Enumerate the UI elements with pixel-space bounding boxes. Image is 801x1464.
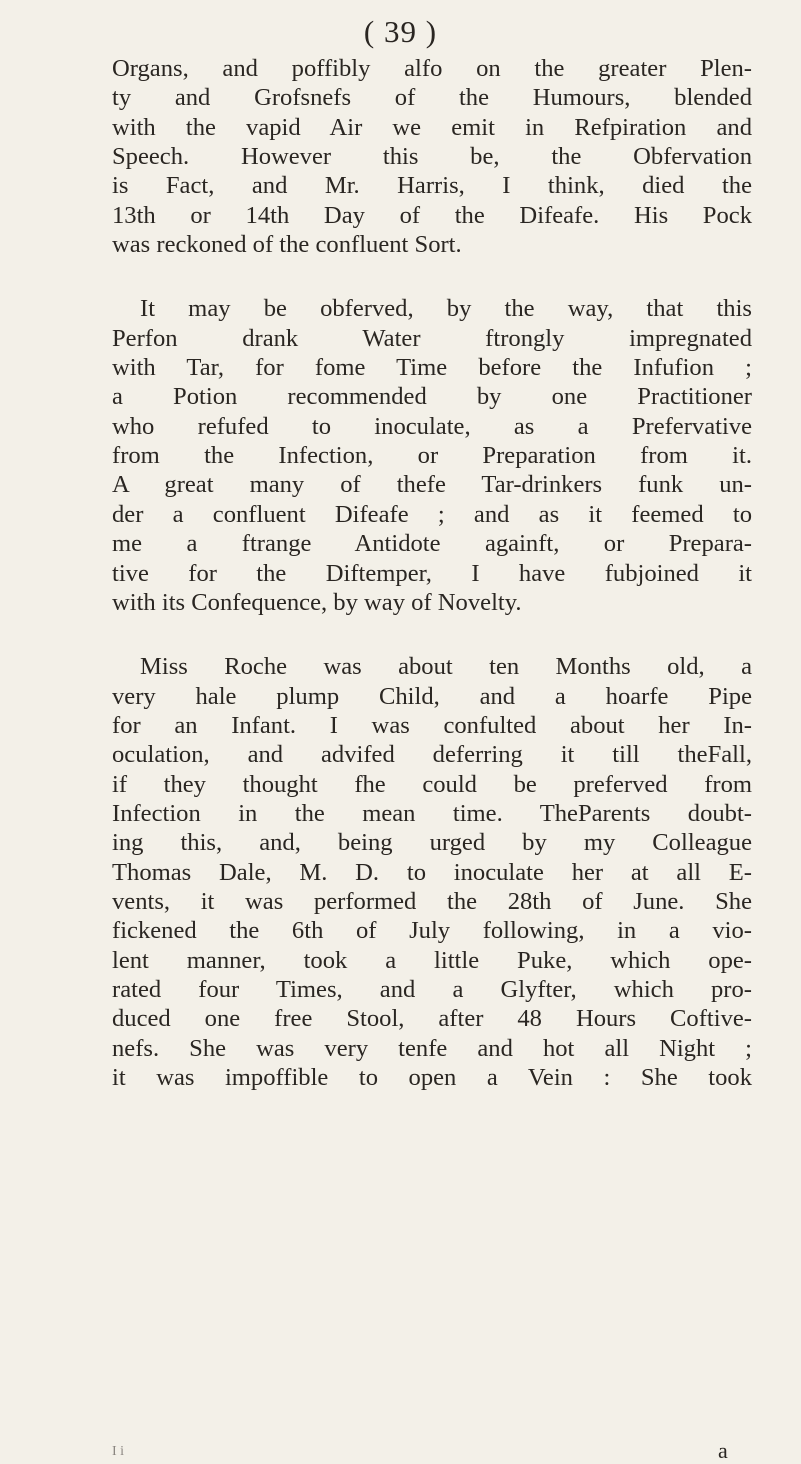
text-line: Perfon drank Water ftrongly impregnated — [112, 324, 752, 352]
text-line: it was impoffible to open a Vein : She took — [112, 1064, 752, 1091]
text-line: from the Infection, or Preparation from it. — [112, 442, 752, 470]
paragraph-3 — [112, 652, 752, 1092]
text-line: duced one free Stool, after 48 Hours Coftive- — [112, 1005, 752, 1033]
text-line: a Potion recommended by one Practitioner — [112, 383, 752, 411]
text-line: very hale plump Child, and a hoarfe Pipe — [112, 682, 752, 710]
text-line: A great many of thefe Tar-drinkers funk un- — [112, 471, 752, 499]
text-line: Infection in the mean time. TheParents doubt- — [112, 799, 752, 827]
text-line: 13th or 14th Day of the Difeafe. His Pock — [112, 201, 752, 229]
text-line: rated four Times, and a Glyfter, which pro- — [112, 975, 752, 1003]
text-line: me a ftrange Antidote againft, or Prepara- — [112, 530, 752, 558]
text-line: Miss Roche was about ten Months old, a — [140, 653, 752, 681]
text-line: with the vapid Air we emit in Refpiration and — [112, 113, 752, 141]
text-line: It may be obferved, by the way, that this — [140, 295, 752, 323]
text-line: Speech. However this be, the Obfervation — [112, 143, 752, 171]
text-line: fickened the 6th of July following, in a vio- — [112, 917, 752, 945]
text-line: Organs, and poffibly alfo on the greater Plen- — [112, 55, 752, 82]
text-line: with its Confequence, by way of Novelty. — [112, 588, 522, 616]
text-line: is Fact, and Mr. Harris, I think, died the — [112, 172, 752, 200]
text-line: ty and Grofsnefs of the Humours, blended — [112, 84, 752, 112]
signature-mark: I i — [112, 1444, 125, 1459]
body-text — [112, 54, 752, 1092]
text-line: with Tar, for fome Time before the Infufion ; — [112, 354, 752, 382]
text-line: was reckoned of the confluent Sort. — [112, 231, 462, 259]
text-line: Thomas Dale, M. D. to inoculate her at all E- — [112, 858, 752, 886]
text-line: der a confluent Difeafe ; and as it feemed to — [112, 500, 752, 528]
text-line: vents, it was performed the 28th of June. She — [112, 887, 752, 915]
paragraph-1 — [112, 54, 752, 259]
text-line: tive for the Diftemper, I have fubjoined it — [112, 559, 752, 587]
text-line: who refufed to inoculate, as a Prefervative — [112, 412, 752, 440]
text-line: nefs. She was very tenfe and hot all Night ; — [112, 1034, 752, 1062]
text-line: for an Infant. I was confulted about her In- — [112, 711, 752, 739]
text-line: lent manner, took a little Puke, which ope- — [112, 946, 752, 974]
page-number: ( 39 ) — [363, 14, 438, 49]
text-line: ing this, and, being urged by my Colleague — [112, 829, 752, 857]
text-line: if they thought fhe could be preferved from — [112, 770, 752, 798]
text-line: oculation, and advifed deferring it till theFall, — [112, 741, 752, 769]
catchword: a — [718, 1438, 728, 1463]
paragraph-2 — [112, 294, 752, 617]
